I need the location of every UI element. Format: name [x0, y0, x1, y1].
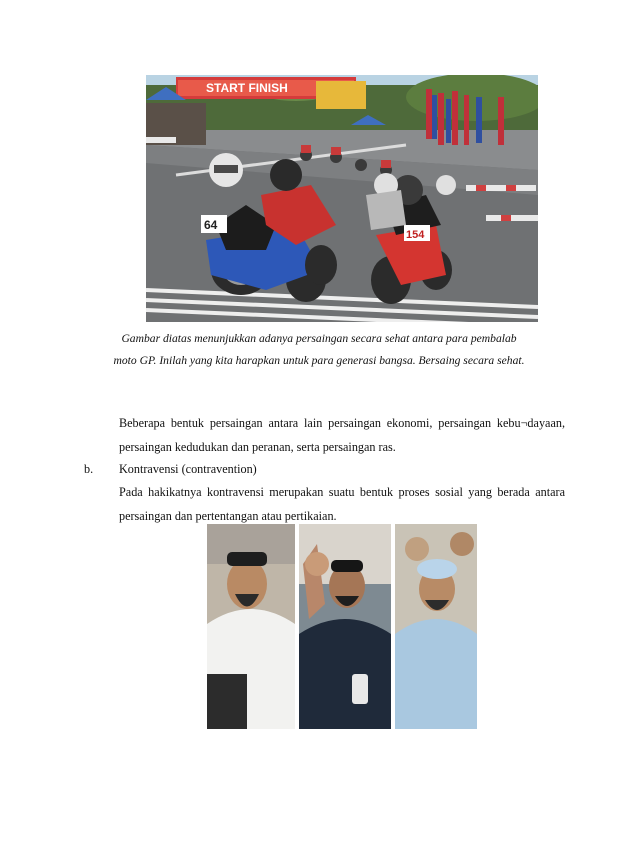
- paragraph-kontravensi: [119, 481, 565, 528]
- men-collage-illustration: [207, 524, 477, 729]
- section-title-kontravensi: Kontravensi (contravention): [119, 462, 257, 476]
- race-photo: [146, 75, 538, 322]
- paragraph-line: Beberapa bentuk persaingan antara lain persaingan ekonomi, persaingan kebu¬dayaan,: [119, 416, 565, 430]
- paragraph-line: persaingan kedudukan dan peranan, serta persaingan ras.: [119, 439, 396, 454]
- race-photo-illustration: [146, 75, 538, 322]
- men-collage-photo: [207, 524, 477, 729]
- banner-start-text: START FINISH: [206, 81, 288, 95]
- bike-number-2: 154: [406, 229, 425, 241]
- bike-number-1: 64: [204, 218, 218, 232]
- paragraph-persaingan: [119, 412, 565, 459]
- paragraph-line: persaingan dan pertentangan atau pertikaian.: [119, 508, 337, 523]
- paragraph-line: Pada hakikatnya kontravensi merupakan suatu bentuk proses sosial yang berada antara: [119, 485, 565, 499]
- list-marker-b: b.: [84, 462, 94, 476]
- figure-caption: Gambar diatas menunjukkan adanya persaingan secara sehat antara para pembalab moto GP. Inilah yang kita harapkan untuk para generasi bangsa. Bersaing secara sehat.: [113, 332, 525, 367]
